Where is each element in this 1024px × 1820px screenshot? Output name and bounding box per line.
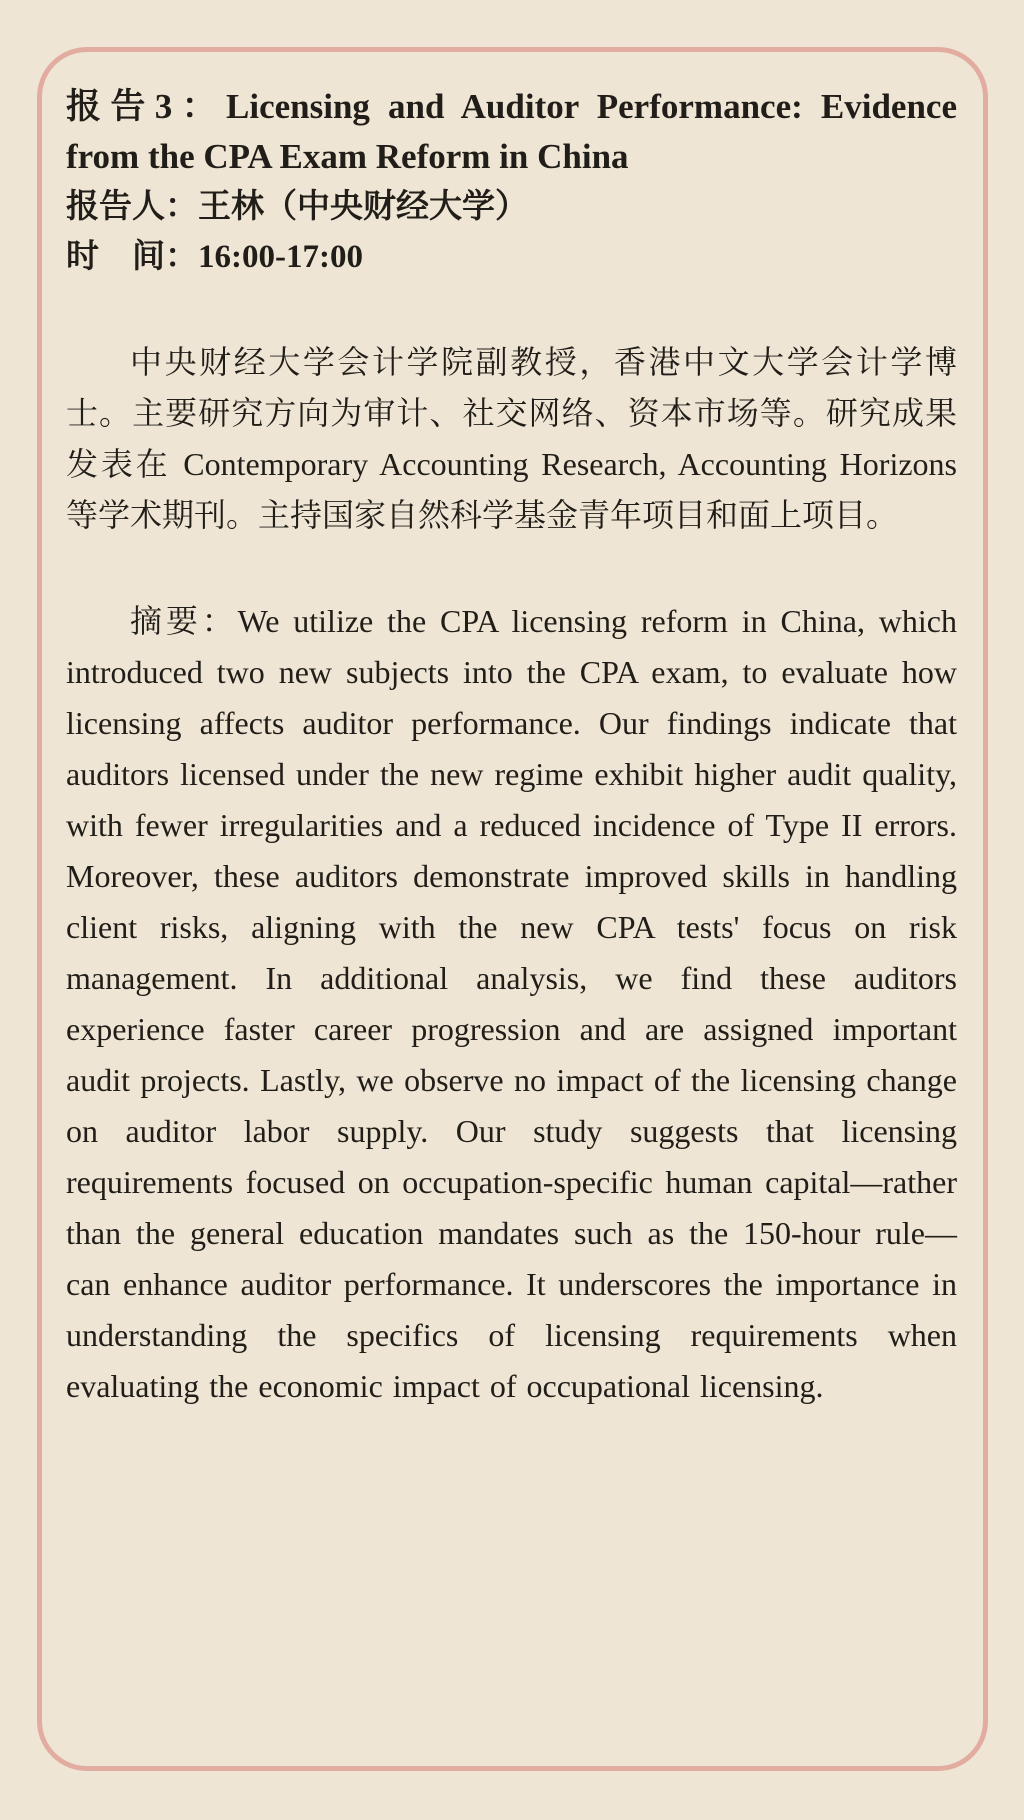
session-title [66, 82, 957, 182]
abstract-paragraph [66, 596, 957, 1412]
session-card [37, 47, 988, 1771]
abstract-text: We utilize the CPA licensing reform in China, which introduced two new subjects into the CPA exam, to evaluate how licensing affects auditor performance. Our findings indicate that auditors licensed under the new regime exhibit higher audit quality, with fewer irregularities and a reduced incidence of Type II errors. Moreover, these auditors demonstrate improved skills in handling client risks, aligning with the new CPA tests' focus on risk management. In additional analysis, we find these auditors experience faster career progression and are assigned important audit projects. Lastly, we observe no impact of the licensing change on auditor labor supply. Our study suggests that licensing requirements focused on occupation-specific human capital—rather than the general education mandates such as the 150-hour rule—can enhance auditor performance. It underscores the importance in understanding the specifics of licensing requirements when evaluating the economic impact of occupational licensing. [66, 603, 957, 1404]
session-header [66, 82, 957, 282]
session-title-text: Licensing and Auditor Performance: Evidence from the CPA Exam Reform in China [66, 87, 957, 176]
time-label: 时 间： [66, 239, 198, 275]
time-line [66, 232, 957, 282]
speaker-bio: 中央财经大学会计学院副教授，香港中文大学会计学博士。主要研究方向为审计、社交网络、资本市场等。研究成果发表在 Contemporary Accounting Research, Accounting Horizons等学术期刊。主持国家自然科学基金青年项目和面上项目。 [66, 344, 957, 533]
abstract-label: 摘要： [130, 603, 238, 639]
session-title-label: 报告3： [66, 87, 226, 126]
speaker-label: 报告人： [66, 189, 198, 225]
time-value: 16:00-17:00 [198, 239, 363, 275]
speaker-name: 王林（中央财经大学） [198, 189, 528, 225]
speaker-line [66, 182, 957, 232]
